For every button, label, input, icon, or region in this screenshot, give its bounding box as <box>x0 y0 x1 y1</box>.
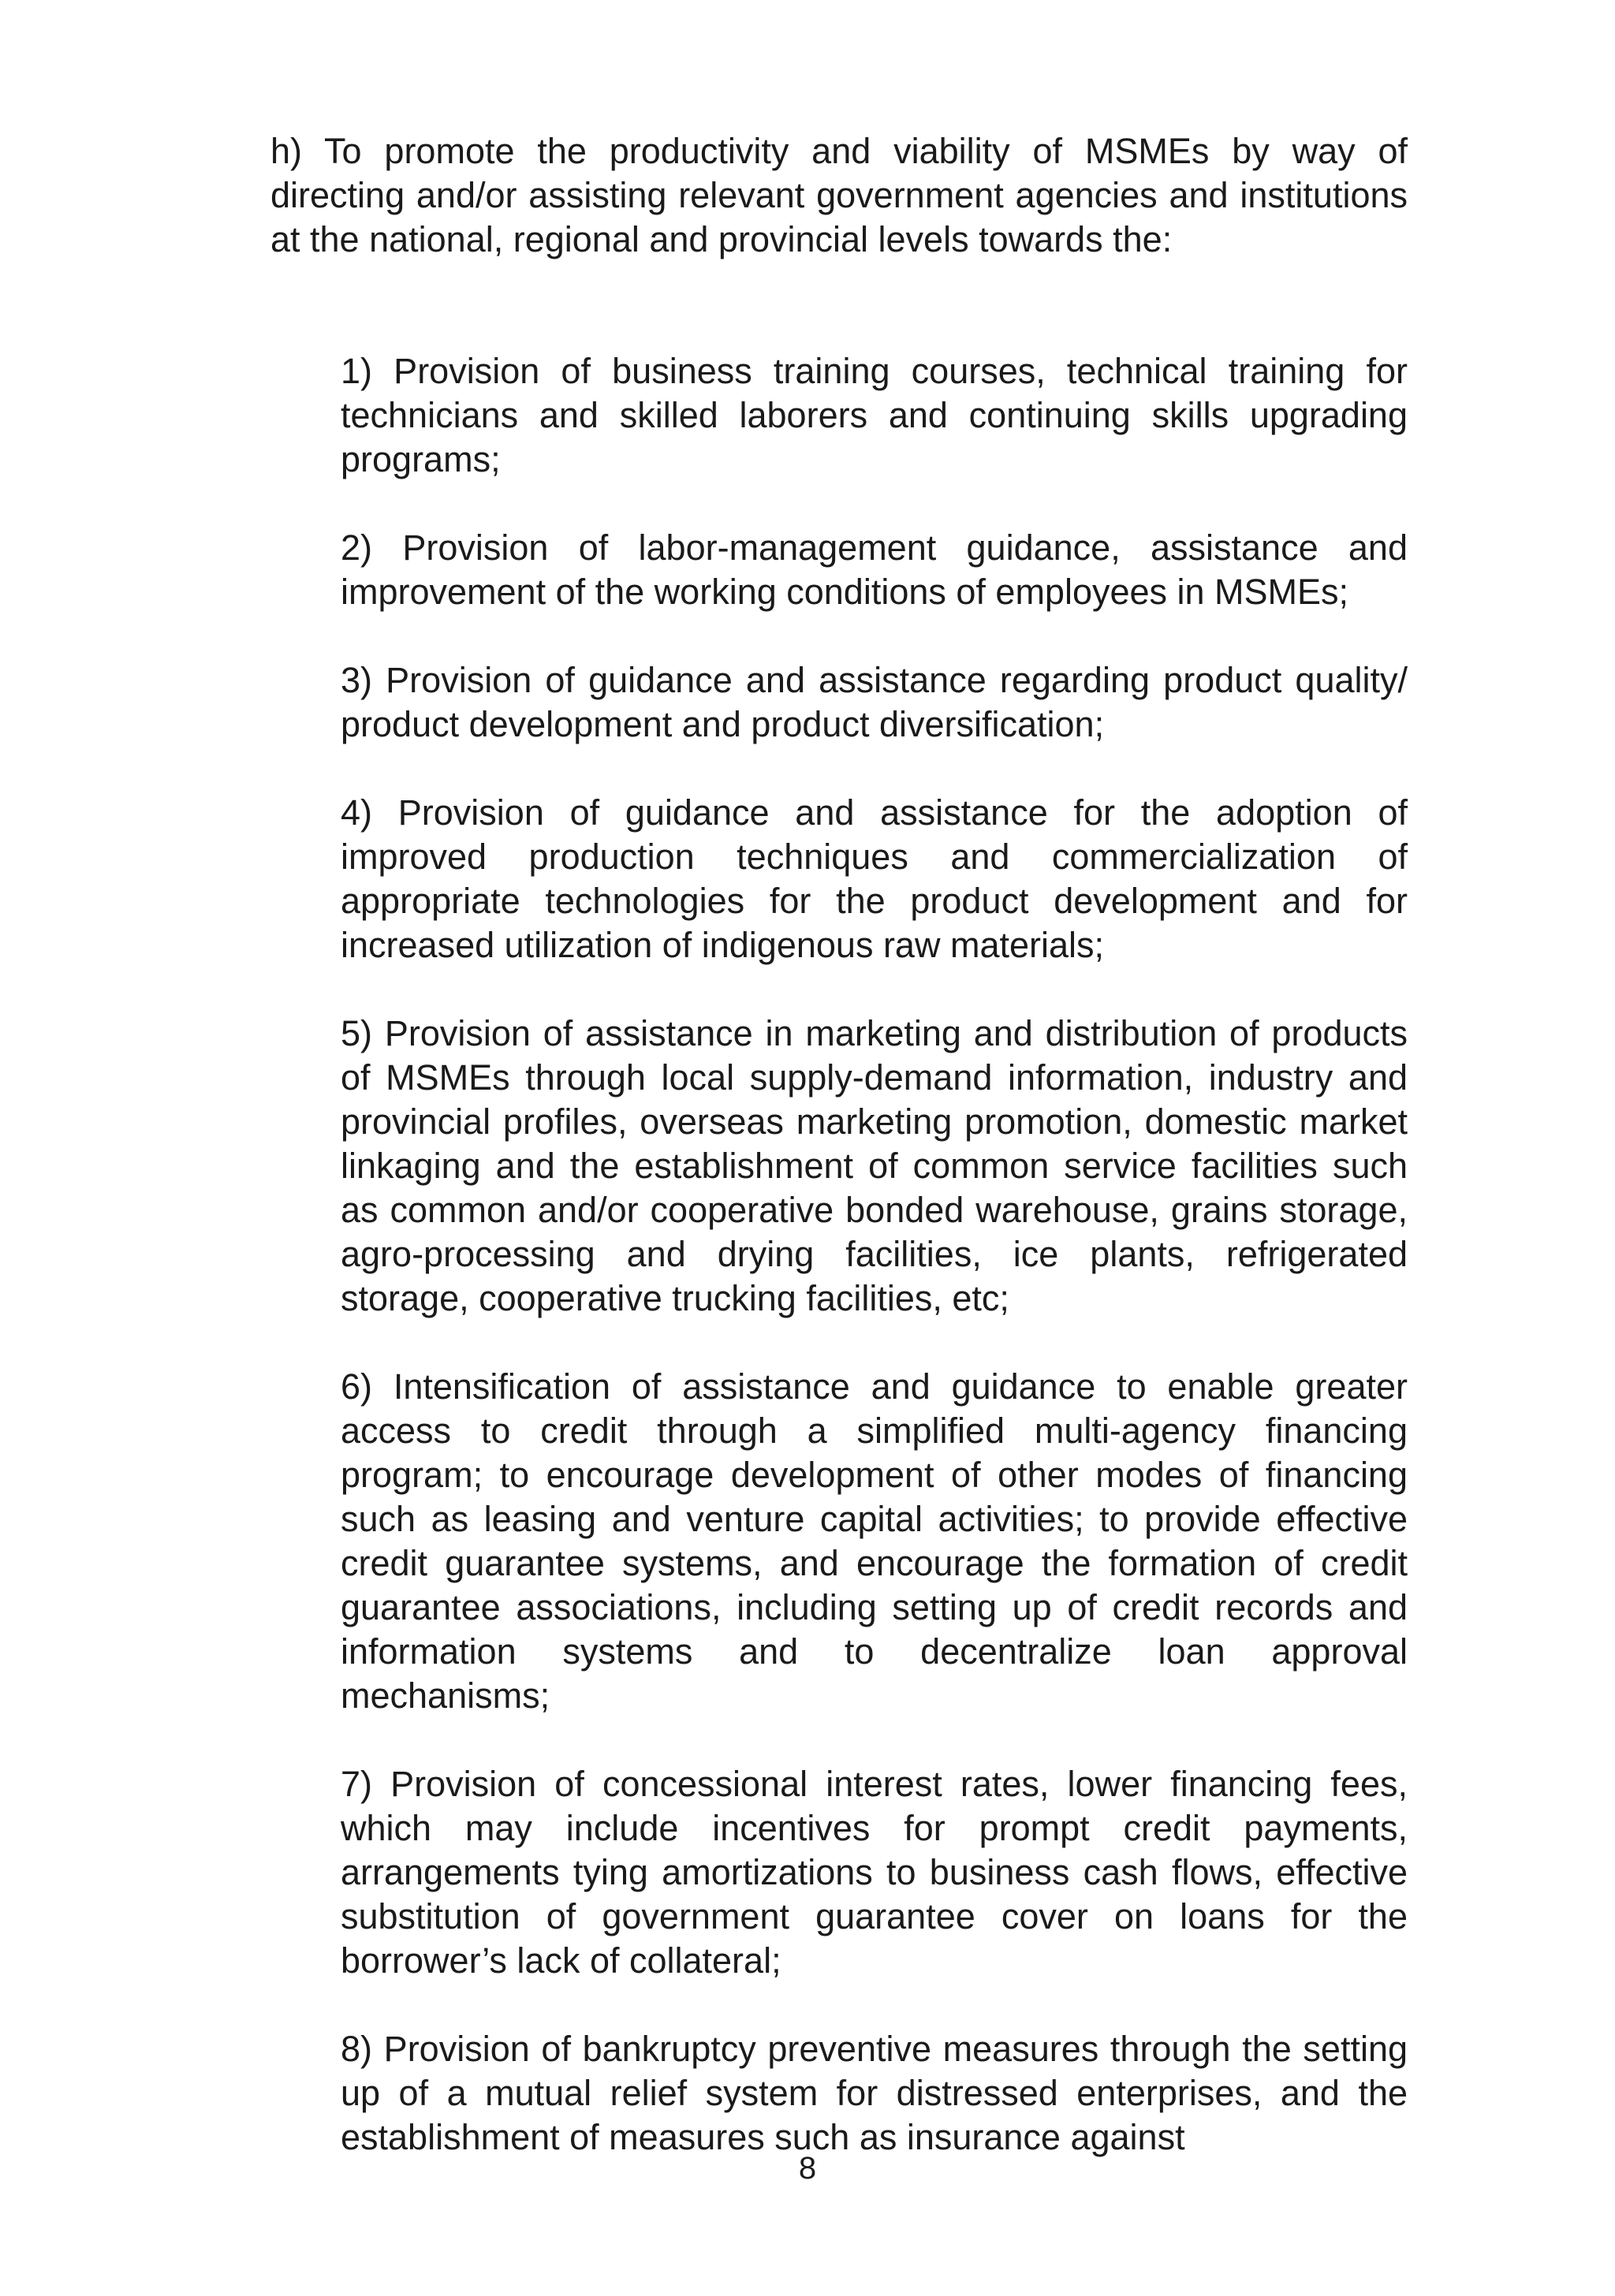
page-number: 8 <box>798 2151 817 2186</box>
list-item-1: 1) Provision of business training courses, technical training for technicians and skilled laborers and continuing skills upgrading programs; <box>341 351 1408 479</box>
intro-paragraph: h) To promote the productivity and viability of MSMEs by way of directing and/or assisting relevant government agencies and institutions at the national, regional and provincial levels towards the: <box>270 131 1408 259</box>
list-item-7: 7) Provision of concessional interest rates, lower financing fees, which may include incentives for prompt credit payments, arrangements tying amortizations to business cash flows, effective substitution of government guarantee cover on loans for the borrower’s lack of collateral; <box>341 1764 1408 1981</box>
list-item-4: 4) Provision of guidance and assistance for the adoption of improved production techniques and commercialization of appropriate technologies for the product development and for increased utilization of indigenous raw materials; <box>341 792 1408 965</box>
list-item-5: 5) Provision of assistance in marketing and distribution of products of MSMEs through local supply-demand information, industry and provincial profiles, overseas marketing promotion, domestic market linkaging and the establishment of common service facilities such as common and/or cooperative bonded warehouse, grains storage, agro-processing and drying facilities, ice plants, refrigerated storage, cooperative trucking facilities, etc; <box>341 1013 1408 1318</box>
list-item-2: 2) Provision of labor-management guidance, assistance and improvement of the working conditions of employees in MSMEs; <box>341 527 1408 612</box>
list-item-6: 6) Intensification of assistance and guidance to enable greater access to credit through a simplified multi-agency financing program; to encourage development of other modes of financing such as leasing and venture capital activities; to provide effective credit guarantee systems, and encourage the formation of credit guarantee associations, including setting up of credit records and information systems and to decentralize loan approval mechanisms; <box>341 1366 1408 1716</box>
list-item-3: 3) Provision of guidance and assistance regarding product quality/ product development and product diversification; <box>341 660 1408 744</box>
list-item-8-text: 8) Provision of bankruptcy preventive measures through the setting up of a mutual relief system for distressed enterprises, and the establishment of measures such as insurance against <box>341 2029 1408 2157</box>
list-item-8 <box>341 2027 1408 2160</box>
